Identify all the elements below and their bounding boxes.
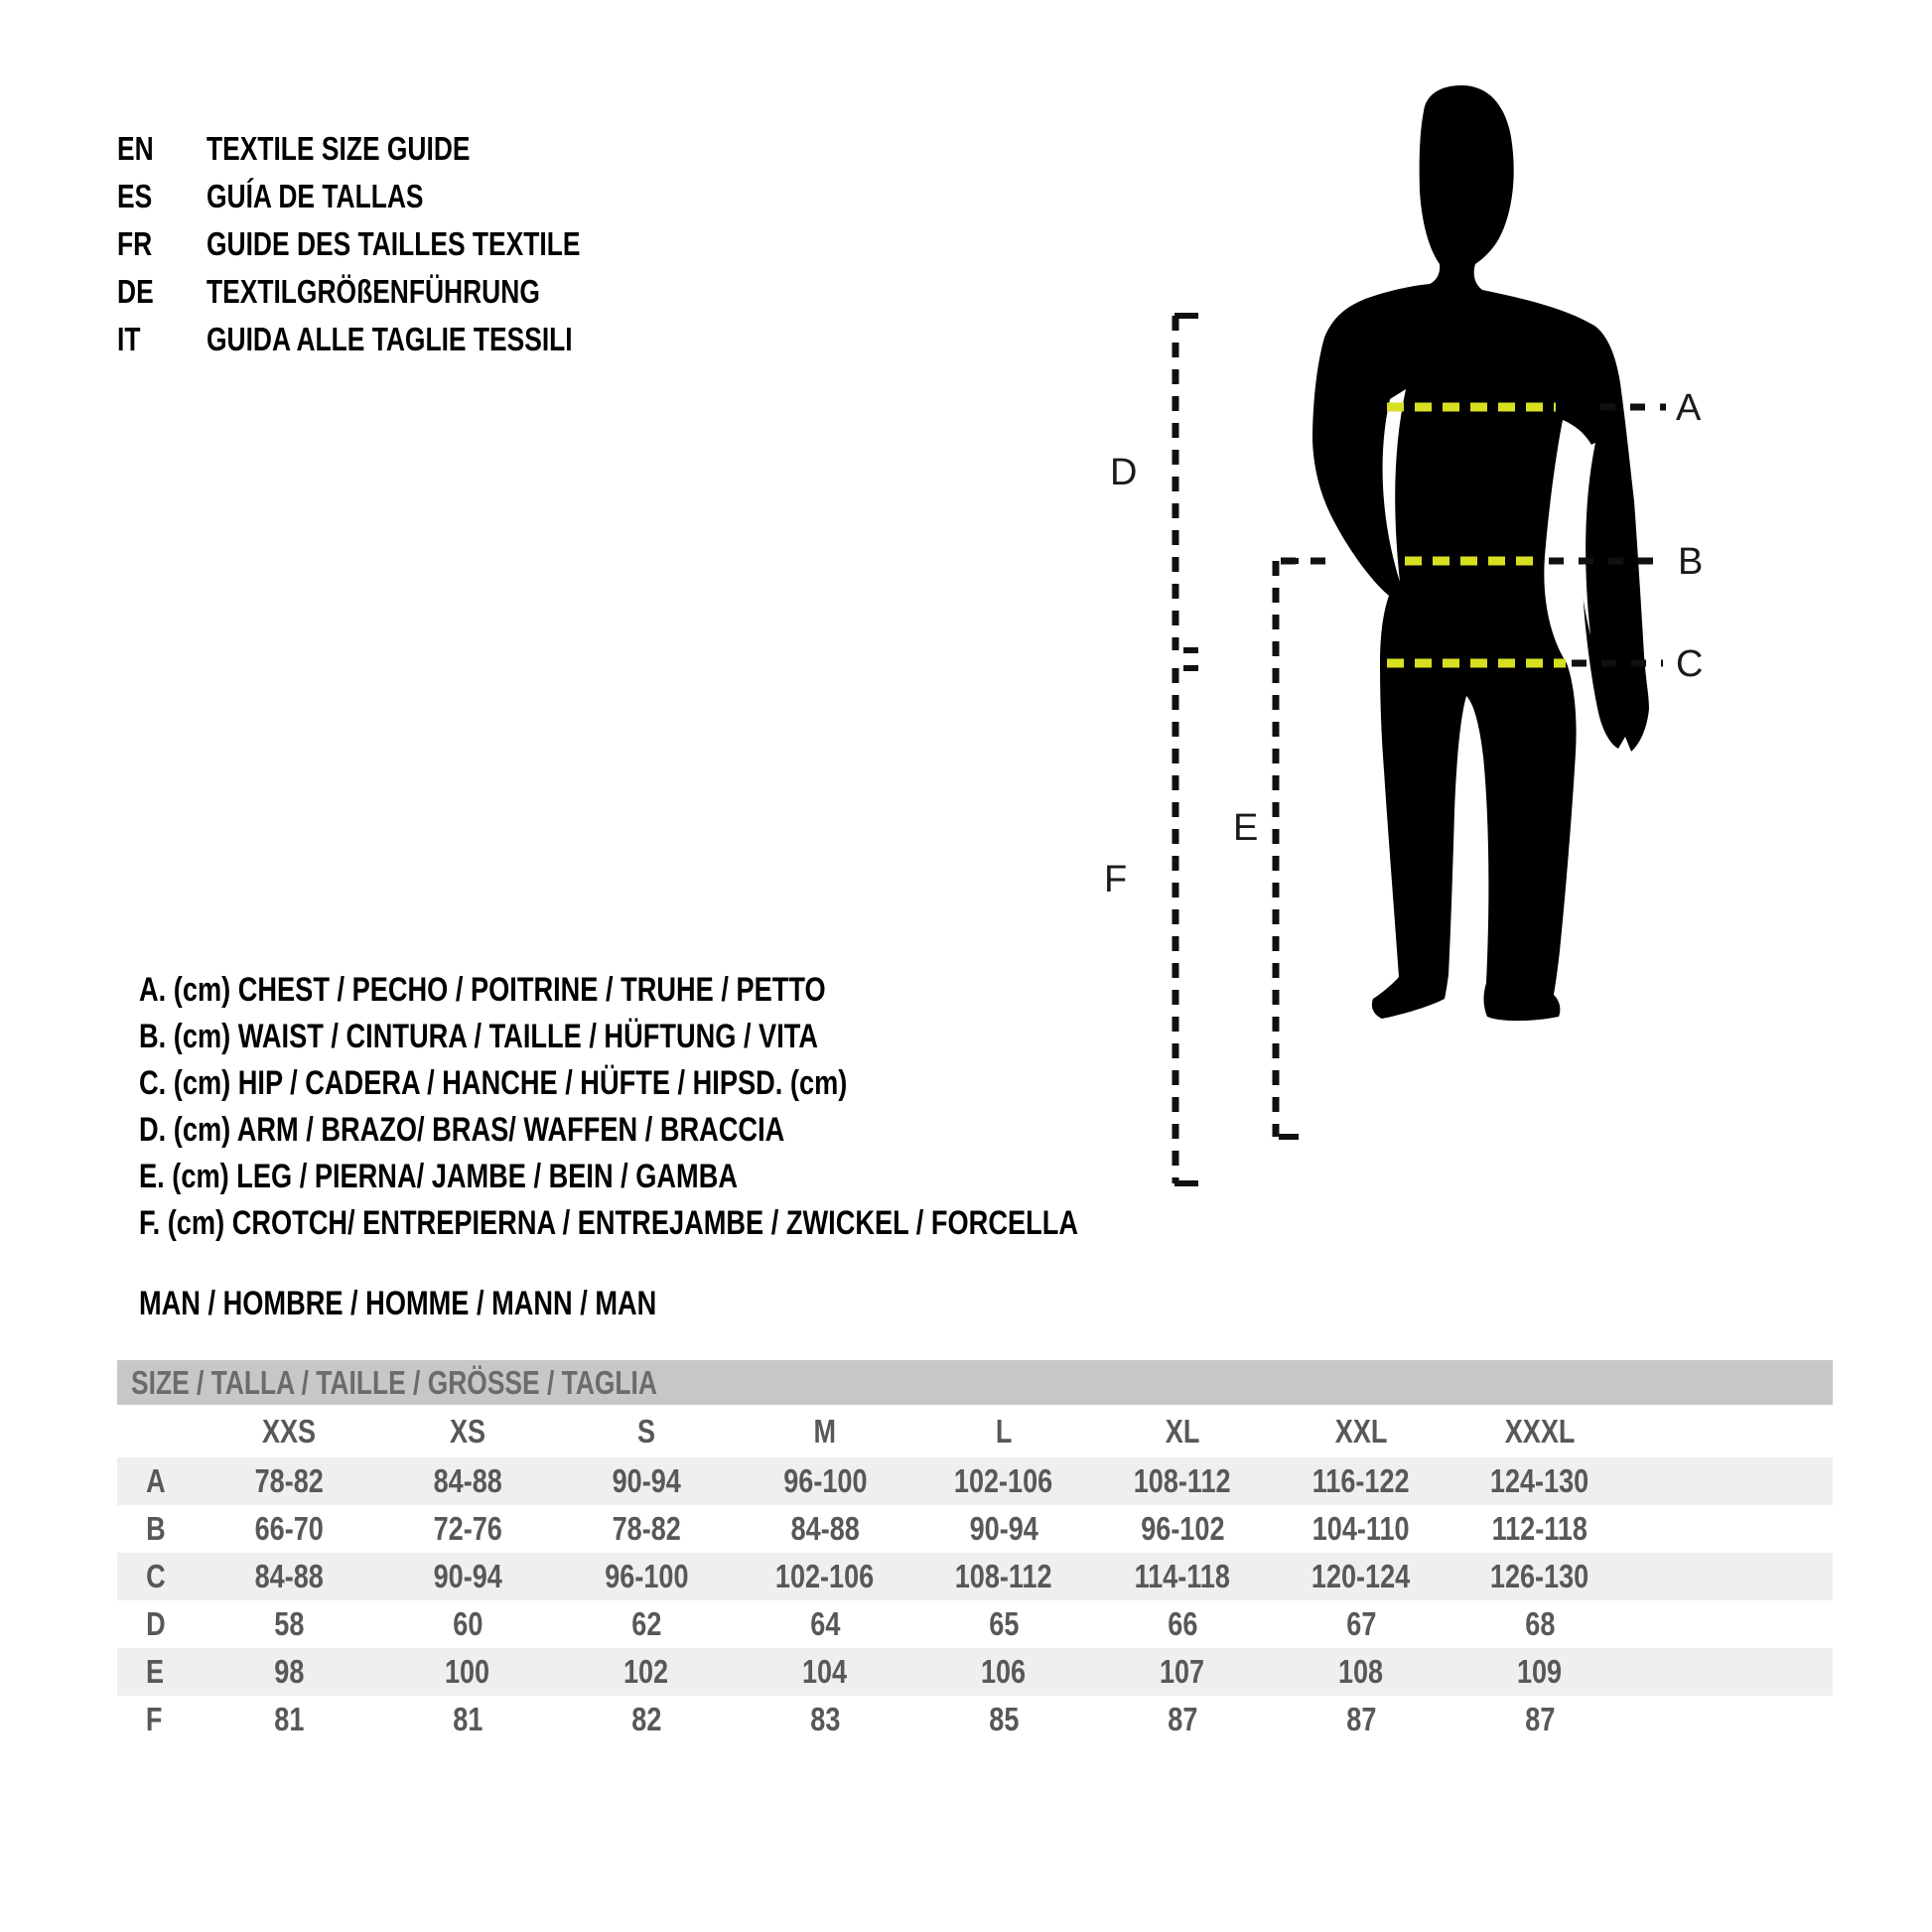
cell: 104 xyxy=(802,1653,848,1690)
cell: 109 xyxy=(1517,1653,1563,1690)
cell: 108-112 xyxy=(955,1558,1052,1594)
lang-code: EN xyxy=(117,130,154,167)
cell: 87 xyxy=(1167,1701,1198,1737)
cell: 108 xyxy=(1338,1653,1384,1690)
waist-label: B xyxy=(1678,541,1704,583)
legend-crotch: F. (cm) CROTCH/ ENTREPIERNA / ENTREJAMBE / ZWICKEL / FORCELLA xyxy=(139,1204,1078,1242)
size-col-xxl: XXL xyxy=(1334,1412,1388,1449)
cell: 65 xyxy=(988,1605,1020,1642)
cell: 96-102 xyxy=(1140,1510,1225,1547)
measurement-legend xyxy=(139,967,1312,1247)
leg-label: E xyxy=(1233,807,1259,849)
lang-title: GUIDE DES TAILLES TEXTILE xyxy=(207,225,581,262)
cell: 108-112 xyxy=(1134,1462,1231,1499)
lang-code: DE xyxy=(117,273,154,310)
cell: 90-94 xyxy=(433,1558,502,1594)
cell: 106 xyxy=(981,1653,1027,1690)
lang-title: TEXTILE SIZE GUIDE xyxy=(207,130,471,167)
cell: 98 xyxy=(273,1653,305,1690)
cell: 58 xyxy=(273,1605,305,1642)
size-table-header-label: SIZE / TALLA / TAILLE / GRÖSSE / TAGLIA xyxy=(131,1363,657,1401)
cell: 96-100 xyxy=(782,1462,868,1499)
lang-row-de xyxy=(117,268,674,316)
cell: 64 xyxy=(809,1605,841,1642)
cell: 100 xyxy=(445,1653,490,1690)
cell: 102 xyxy=(623,1653,669,1690)
row-label: F xyxy=(145,1701,163,1737)
size-col-xs: XS xyxy=(449,1412,486,1449)
lang-code: IT xyxy=(117,321,141,357)
cell: 90-94 xyxy=(612,1462,681,1499)
table-row-f xyxy=(117,1696,1833,1743)
cell: 112-118 xyxy=(1491,1510,1588,1547)
cell: 78-82 xyxy=(254,1462,324,1499)
crotch-label: F xyxy=(1104,859,1128,900)
cell: 84-88 xyxy=(254,1558,324,1594)
chest-label: A xyxy=(1676,387,1702,429)
cell: 102-106 xyxy=(954,1462,1053,1499)
size-col-xl: XL xyxy=(1165,1412,1200,1449)
cell: 78-82 xyxy=(612,1510,681,1547)
lang-title: GUÍA DE TALLAS xyxy=(207,178,424,214)
gender-line: MAN / HOMBRE / HOMME / MANN / MAN xyxy=(139,1285,657,1322)
lang-row-fr xyxy=(117,220,674,268)
legend-leg: E. (cm) LEG / PIERNA/ JAMBE / BEIN / GAMBA xyxy=(139,1158,738,1195)
row-label: B xyxy=(146,1510,166,1547)
lang-code: FR xyxy=(117,225,153,262)
cell: 84-88 xyxy=(433,1462,502,1499)
legend-waist: B. (cm) WAIST / CINTURA / TAILLE / HÜFTUNG / VITA xyxy=(139,1018,818,1055)
size-col-m: M xyxy=(813,1412,837,1449)
cell: 62 xyxy=(630,1605,662,1642)
cell: 83 xyxy=(809,1701,841,1737)
lang-title: TEXTILGRÖßENFÜHRUNG xyxy=(207,273,540,310)
cell: 81 xyxy=(452,1701,483,1737)
cell: 84-88 xyxy=(790,1510,860,1547)
lang-row-es xyxy=(117,173,674,220)
cell: 126-130 xyxy=(1490,1558,1589,1594)
legend-chest: A. (cm) CHEST / PECHO / POITRINE / TRUHE / PETTO xyxy=(139,971,826,1009)
cell: 72-76 xyxy=(433,1510,502,1547)
size-col-s: S xyxy=(636,1412,656,1449)
cell: 60 xyxy=(452,1605,483,1642)
lang-row-en xyxy=(117,125,674,173)
size-col-l: L xyxy=(995,1412,1013,1449)
table-row-d xyxy=(117,1600,1833,1648)
cell: 66-70 xyxy=(254,1510,324,1547)
cell: 85 xyxy=(988,1701,1020,1737)
table-row-b xyxy=(117,1505,1833,1553)
cell: 87 xyxy=(1524,1701,1556,1737)
row-label: D xyxy=(146,1605,166,1642)
size-table-header-band xyxy=(117,1360,1833,1405)
cell: 90-94 xyxy=(969,1510,1038,1547)
cell: 81 xyxy=(273,1701,305,1737)
cell: 68 xyxy=(1524,1605,1556,1642)
cell: 96-100 xyxy=(604,1558,689,1594)
cell: 87 xyxy=(1345,1701,1377,1737)
table-row-c xyxy=(117,1553,1833,1600)
row-label: E xyxy=(145,1653,165,1690)
cell: 120-124 xyxy=(1311,1558,1411,1594)
cell: 114-118 xyxy=(1134,1558,1231,1594)
row-label: C xyxy=(146,1558,166,1594)
lang-row-it xyxy=(117,316,674,363)
row-label: A xyxy=(146,1462,166,1499)
lang-code: ES xyxy=(117,178,153,214)
man-silhouette-image xyxy=(1312,85,1649,1021)
size-table xyxy=(117,1360,1833,1743)
table-row-e xyxy=(117,1648,1833,1696)
cell: 116-122 xyxy=(1312,1462,1410,1499)
cell: 67 xyxy=(1345,1605,1377,1642)
cell: 82 xyxy=(630,1701,662,1737)
cell: 104-110 xyxy=(1312,1510,1410,1547)
cell: 66 xyxy=(1167,1605,1198,1642)
cell: 107 xyxy=(1160,1653,1205,1690)
arm-label: D xyxy=(1110,452,1138,493)
language-title-block xyxy=(117,125,674,363)
lang-title: GUIDA ALLE TAGLIE TESSILI xyxy=(207,321,573,357)
legend-hip: C. (cm) HIP / CADERA / HANCHE / HÜFTE / HIPSD. (cm) xyxy=(139,1064,848,1102)
hip-label: C xyxy=(1676,643,1704,685)
size-col-xxs: XXS xyxy=(261,1412,317,1449)
cell: 124-130 xyxy=(1490,1462,1589,1499)
size-header-row xyxy=(117,1405,1833,1457)
cell: 102-106 xyxy=(775,1558,875,1594)
table-row-a xyxy=(117,1457,1833,1505)
legend-arm: D. (cm) ARM / BRAZO/ BRAS/ WAFFEN / BRACCIA xyxy=(139,1111,785,1149)
size-col-xxxl: XXXL xyxy=(1504,1412,1576,1449)
